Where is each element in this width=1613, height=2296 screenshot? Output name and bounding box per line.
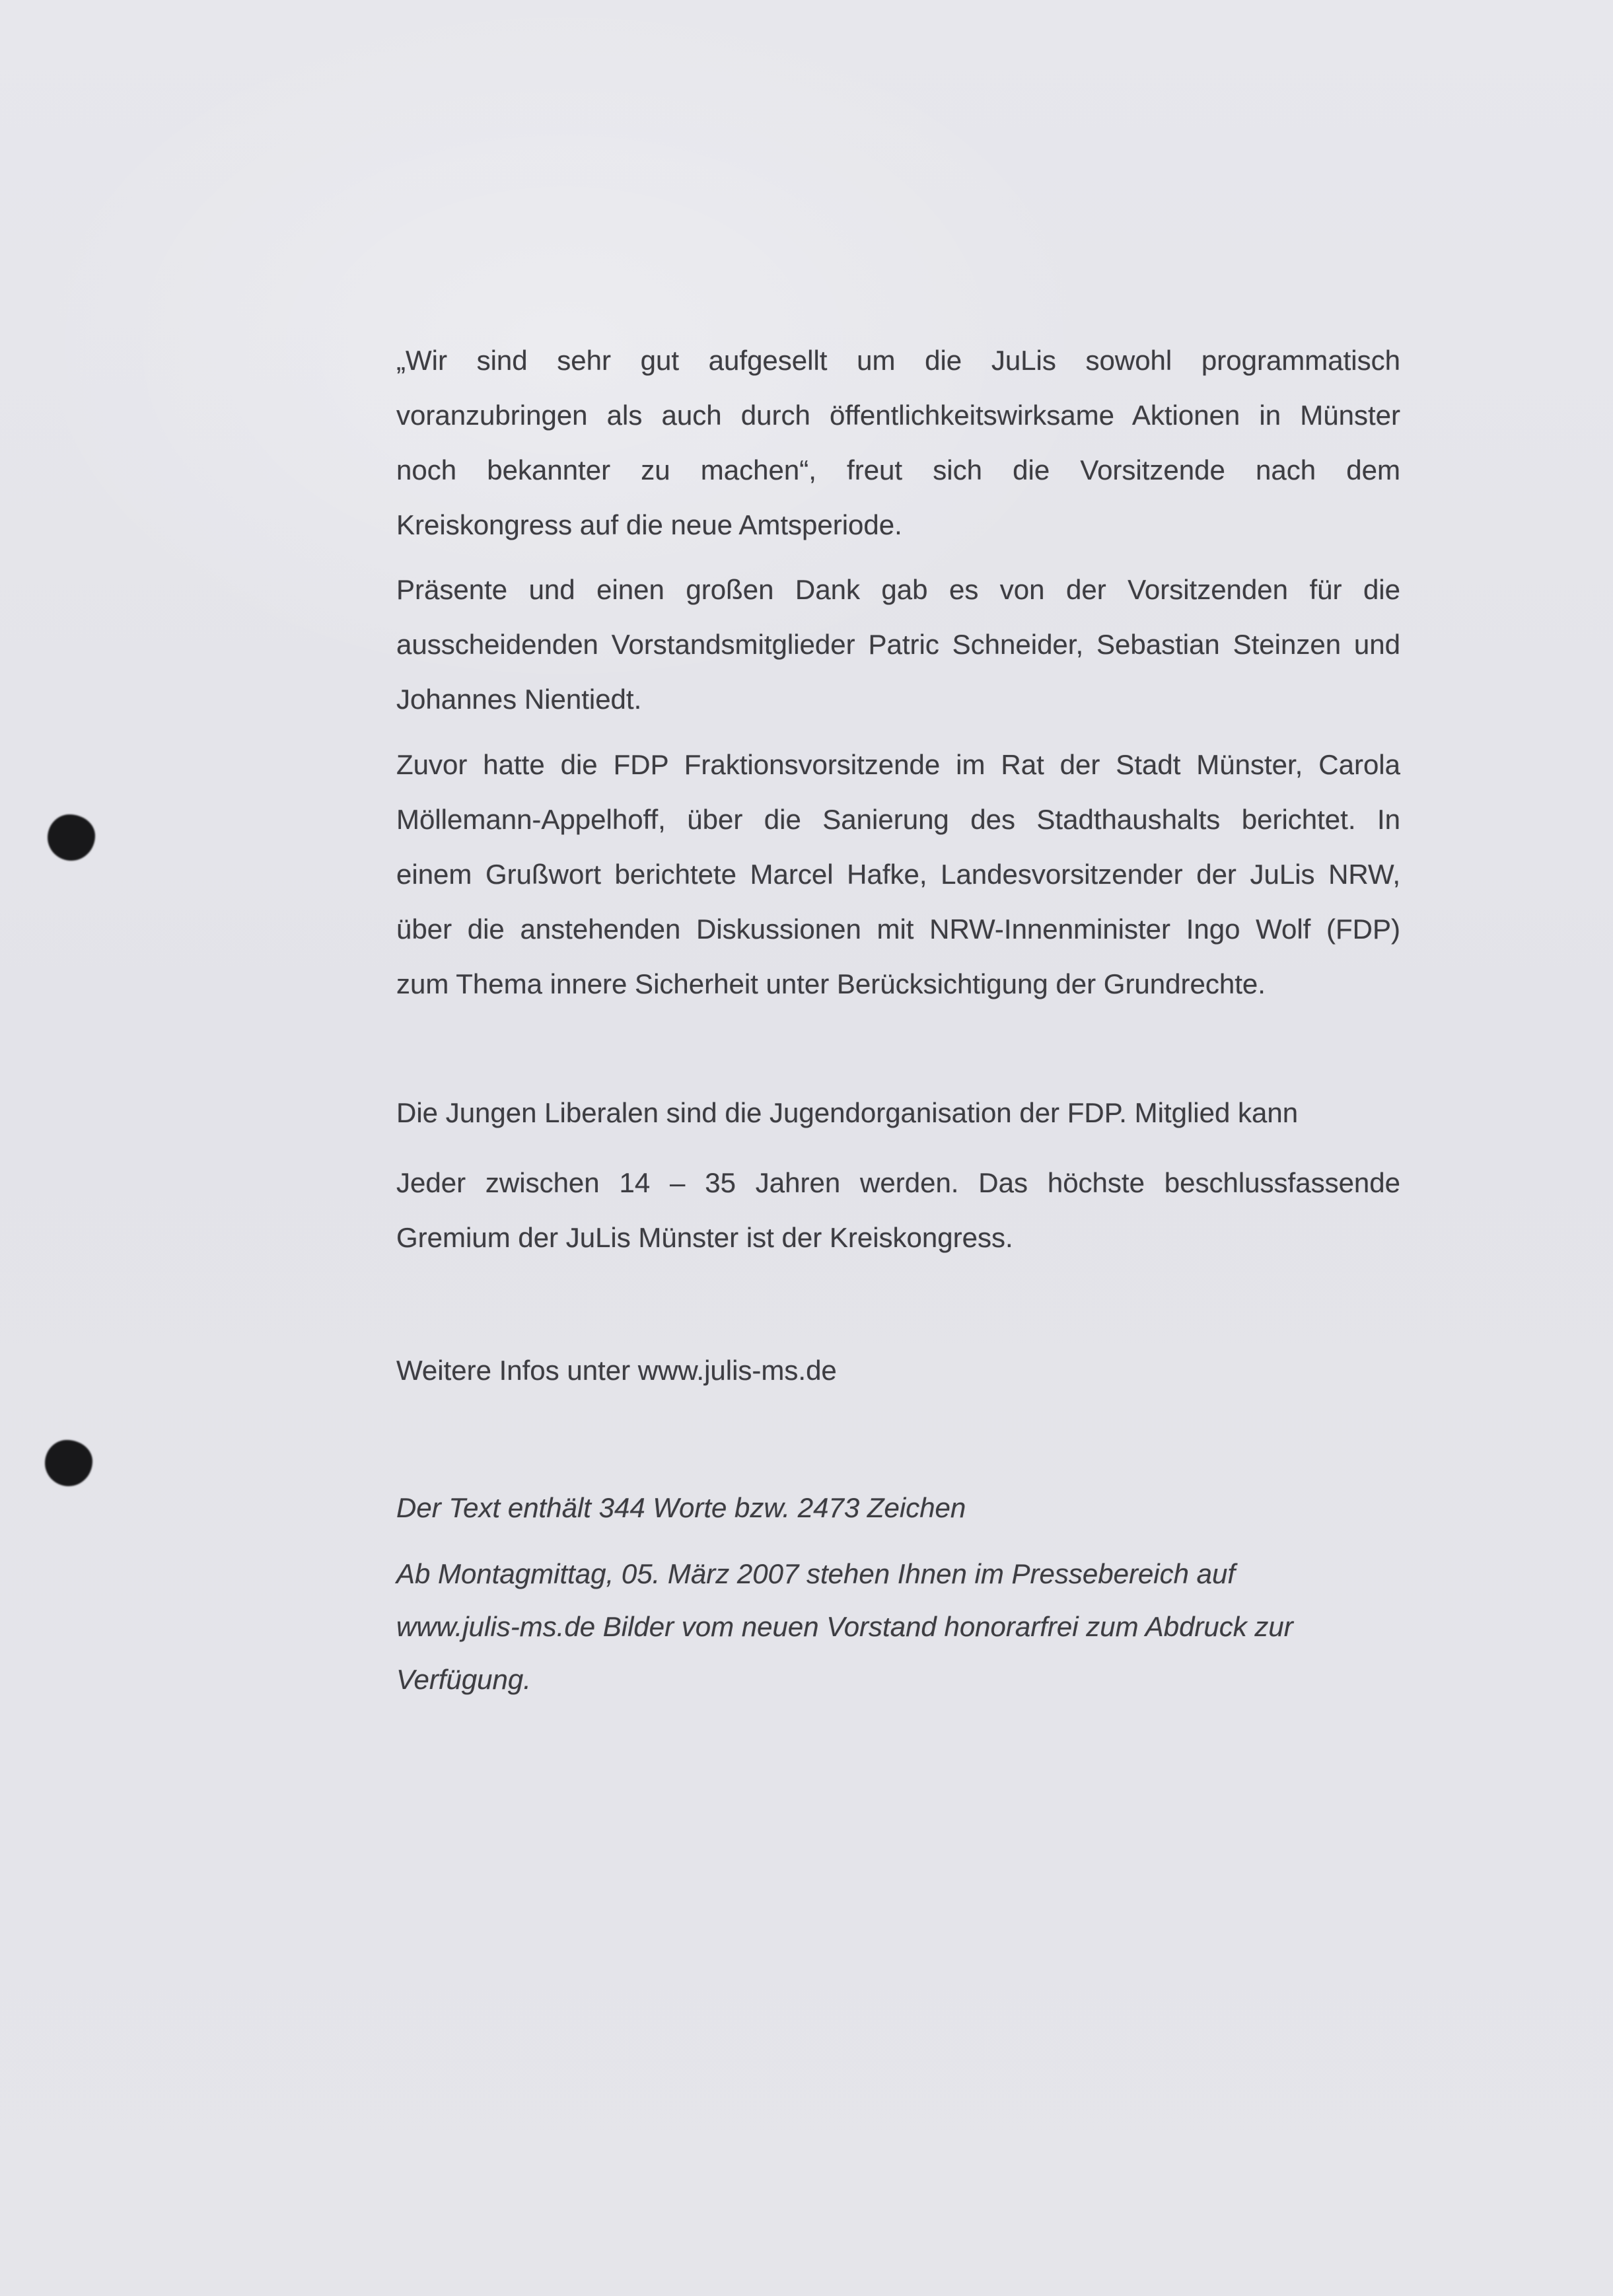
text-line: Zuvor hatte die FDP Fraktionsvorsitzende im Rat der Stadt Münster, Carola — [396, 749, 1400, 780]
text-line: Gremium der JuLis Münster ist der Kreiskongress. — [396, 1222, 1013, 1253]
hole-punch-mark-bottom — [45, 1440, 92, 1486]
text-line: zum Thema innere Sicherheit unter Berücksichtigung der Grundrechte. — [396, 968, 1266, 999]
text-line: über die anstehenden Diskussionen mit NRW-Innenminister Ingo Wolf (FDP) — [396, 914, 1400, 945]
text-line: Kreiskongress auf die neue Amtsperiode. — [396, 509, 902, 540]
text-line: ausscheidenden Vorstandsmitglieder Patric Schneider, Sebastian Steinzen und — [396, 629, 1400, 660]
text-line: Jeder zwischen 14 – 35 Jahren werden. Das höchste beschlussfassende — [396, 1167, 1400, 1198]
text-line: www.julis-ms.de Bilder vom neuen Vorstand honorarfrei zum Abdruck zur — [396, 1611, 1293, 1642]
text-line: Johannes Nientiedt. — [396, 684, 642, 715]
paragraph — [396, 1548, 1400, 1706]
paragraph — [396, 737, 1400, 1011]
text-line: Der Text enthält 344 Worte bzw. 2473 Zeichen — [396, 1492, 966, 1523]
text-line: Verfügung. — [396, 1664, 531, 1695]
text-line: Die Jungen Liberalen sind die Jugendorganisation der FDP. Mitglied kann — [396, 1097, 1299, 1128]
text-line: voranzubringen als auch durch öffentlichkeitswirksame Aktionen in Münster — [396, 400, 1400, 431]
paragraph — [396, 1343, 1400, 1398]
paragraph — [396, 562, 1400, 727]
text-line: Präsente und einen großen Dank gab es von der Vorsitzenden für die — [396, 574, 1400, 605]
paragraph — [396, 1085, 1400, 1140]
text-line: Ab Montagmittag, 05. März 2007 stehen Ihnen im Pressebereich auf — [396, 1558, 1236, 1589]
paragraph — [396, 1155, 1400, 1265]
text-line: noch bekannter zu machen“, freut sich die Vorsitzende nach dem — [396, 454, 1400, 485]
text-line: Weitere Infos unter www.julis-ms.de — [396, 1355, 837, 1386]
hole-punch-mark-top — [48, 814, 95, 861]
document-body — [396, 333, 1400, 1706]
paragraph — [396, 333, 1400, 552]
text-line: Möllemann-Appelhoff, über die Sanierung des Stadthaushalts berichtet. In — [396, 804, 1400, 835]
text-line: „Wir sind sehr gut aufgesellt um die JuLis sowohl programmatisch — [396, 345, 1400, 376]
paragraph — [396, 1482, 1400, 1534]
text-line: einem Grußwort berichtete Marcel Hafke, Landesvorsitzender der JuLis NRW, — [396, 859, 1400, 890]
